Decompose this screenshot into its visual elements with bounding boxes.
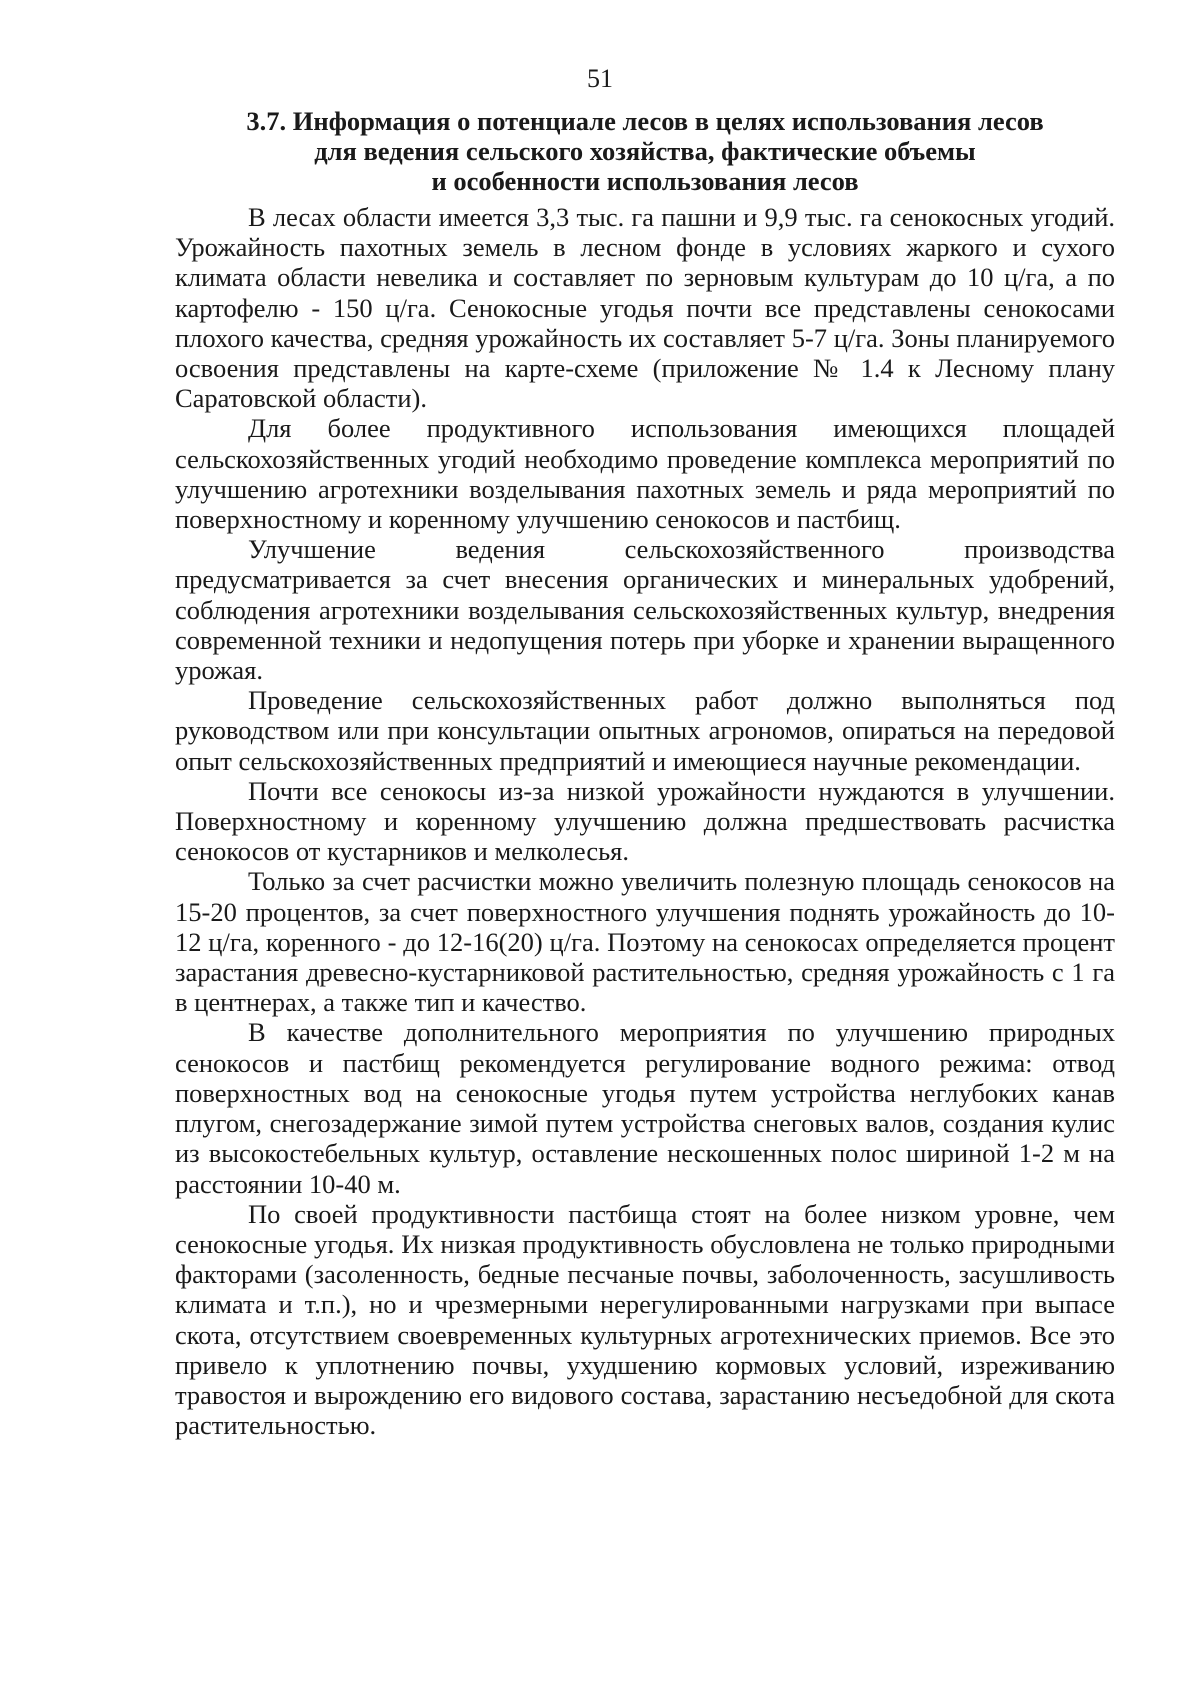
paragraph-1: В лесах области имеется 3,3 тыс. га пашни и 9,9 тыс. га сенокосных угодий. Урожайность пахотных земель в лесном фонде в условиях жаркого и сухого климата области невелика и составляет по зерновым культурам до 10 ц/га, а по картофелю - 150 ц/га. Сенокосные угодья почти все представлены сенокосами плохого качества, средняя урожайность их составляет 5-7 ц/га. Зоны планируемого освоения представлены на карте-схеме (приложение № 1.4 к Лесному плану Саратовской области). (175, 202, 1115, 414)
paragraph-7: В качестве дополнительного мероприятия по улучшению природных сенокосов и пастбищ рекомендуется регулирование водного режима: отвод поверхностных вод на сенокосные угодья путем устройства неглубоких канав плугом, снегозадержание зимой путем устройства снеговых валов, создания кулис из высокостебельных культур, оставление нескошенных полос шириной 1-2 м на расстоянии 10-40 м. (175, 1017, 1115, 1199)
section-heading-line-3: и особенности использования лесов (431, 166, 859, 196)
paragraph-2: Для более продуктивного использования имеющихся площадей сельскохозяйственных угодий необходимо проведение комплекса мероприятий по улучшению агротехники возделывания пахотных земель и ряда мероприятий по поверхностному и коренному улучшению сенокосов и пастбищ. (175, 413, 1115, 535)
page-number: 51 (587, 64, 613, 93)
paragraph-6: Только за счет расчистки можно увеличить полезную площадь сенокосов на 15-20 процентов, за счет поверхностного улучшения поднять урожайность до 10-12 ц/га, коренного - до 12-16(20) ц/га. Поэтому на сенокосах определяется процент зарастания древесно-кустарниковой растительностью, средняя урожайность с 1 га в центнерах, а также тип и качество. (175, 866, 1115, 1018)
paragraph-8: По своей продуктивности пастбища стоят на более низком уровне, чем сенокосные угодья. Их низкая продуктивность обусловлена не только природными факторами (засоленность, бедные песчаные почвы, заболоченность, засушливость климата и т.п.), но и чрезмерными нерегулированными нагрузками при выпасе скота, отсутствием своевременных культурных агротехнических приемов. Все это привело к уплотнению почвы, ухудшению кормовых условий, изреживанию травостоя и вырождению его видового состава, зарастанию несъедобной для скота растительностью. (175, 1198, 1115, 1441)
paragraph-3: Улучшение ведения сельскохозяйственного производства предусматривается за счет внесения органических и минеральных удобрений, соблюдения агротехники возделывания сельскохозяйственных культур, внедрения современной техники и недопущения потерь при уборке и хранении выращенного урожая. (175, 534, 1115, 686)
section-heading-line-1: 3.7. Информация о потенциале лесов в целях использования лесов (246, 106, 1044, 136)
section-heading (175, 106, 1115, 196)
body-text (175, 202, 1115, 1440)
section-heading-line-2: для ведения сельского хозяйства, фактические объемы (314, 136, 976, 166)
paragraph-4: Проведение сельскохозяйственных работ должно выполняться под руководством или при консультации опытных агрономов, опираться на передовой опыт сельскохозяйственных предприятий и имеющиеся научные рекомендации. (175, 685, 1115, 776)
paragraph-5: Почти все сенокосы из-за низкой урожайности нуждаются в улучшении. Поверхностному и коренному улучшению должна предшествовать расчистка сенокосов от кустарников и мелколесья. (175, 775, 1115, 867)
